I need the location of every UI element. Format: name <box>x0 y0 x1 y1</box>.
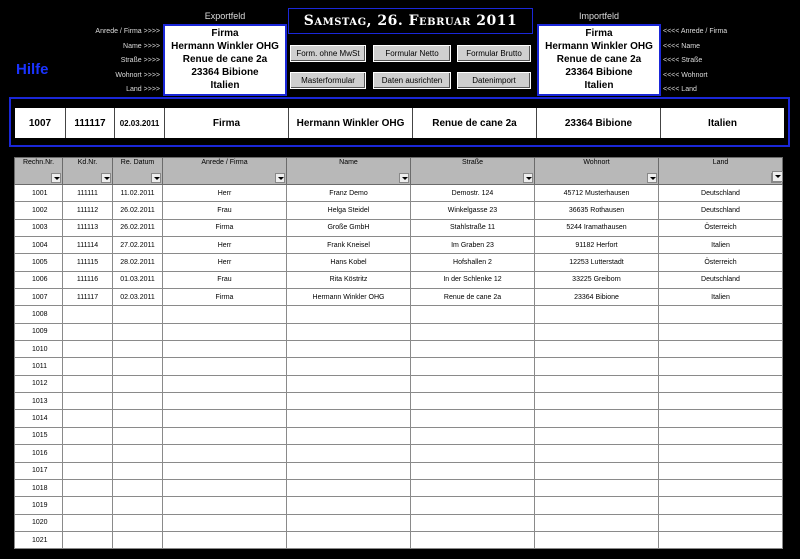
column-header-anrede-firma <box>163 158 287 185</box>
cell-re-datum[interactable]: 27.02.2011 <box>113 237 163 254</box>
cell-rechn-nr[interactable]: 1002 <box>15 202 63 219</box>
cell-rechn-nr[interactable]: 1009 <box>15 323 63 340</box>
import-line-anrede: Firma <box>585 28 613 39</box>
cell-kd-nr[interactable] <box>63 445 113 462</box>
cell-rechn-nr[interactable]: 1013 <box>15 393 63 410</box>
export-line-strasse: Renue de cane 2a <box>182 54 268 65</box>
cell-wohnort[interactable] <box>535 514 659 531</box>
cell-wohnort[interactable] <box>535 445 659 462</box>
import-line-name: Hermann Winkler OHG <box>545 41 653 52</box>
column-header-kd-nr <box>63 158 113 185</box>
cell-anrede-firma[interactable] <box>163 358 287 375</box>
cell-wohnort[interactable] <box>535 531 659 548</box>
table-row[interactable] <box>15 410 783 427</box>
column-header-label: Land <box>712 159 729 166</box>
cell-anrede-firma[interactable] <box>163 462 287 479</box>
table-row[interactable] <box>15 289 783 306</box>
filter-dropdown-icon[interactable] <box>399 173 409 183</box>
cell-re-datum[interactable] <box>113 341 163 358</box>
cell-anrede-firma[interactable]: Herr <box>163 237 287 254</box>
cell-land[interactable] <box>659 445 783 462</box>
label-strasse-left: Straße >>>> <box>120 57 160 64</box>
cell-rechn-nr[interactable]: 1001 <box>15 185 63 202</box>
cell-wohnort[interactable]: 33225 Greiborn <box>535 271 659 288</box>
cell-re-datum[interactable] <box>113 323 163 340</box>
summary-name: Hermann Winkler OHG <box>289 108 413 138</box>
cell-name[interactable]: Hermann Winkler OHG <box>287 289 411 306</box>
cell-strasse[interactable] <box>411 375 535 392</box>
cell-name[interactable] <box>287 323 411 340</box>
cell-strasse[interactable] <box>411 306 535 323</box>
cell-wohnort[interactable]: 45712 Musterhausen <box>535 185 659 202</box>
cell-re-datum[interactable]: 28.02.2011 <box>113 254 163 271</box>
cell-land[interactable]: Österreich <box>659 254 783 271</box>
cell-rechn-nr[interactable]: 1019 <box>15 497 63 514</box>
cell-kd-nr[interactable] <box>63 462 113 479</box>
label-anrede-firma-left: Anrede / Firma >>>> <box>95 28 160 35</box>
cell-wohnort[interactable] <box>535 375 659 392</box>
column-header-name <box>287 158 411 185</box>
cell-strasse[interactable]: Winkelgasse 23 <box>411 202 535 219</box>
cell-rechn-nr[interactable]: 1012 <box>15 375 63 392</box>
cell-rechn-nr[interactable]: 1014 <box>15 410 63 427</box>
cell-rechn-nr[interactable]: 1008 <box>15 306 63 323</box>
cell-name[interactable]: Hans Kobel <box>287 254 411 271</box>
cell-name[interactable] <box>287 427 411 444</box>
cell-strasse[interactable] <box>411 358 535 375</box>
cell-strasse[interactable] <box>411 341 535 358</box>
filter-dropdown-icon[interactable] <box>647 173 657 183</box>
cell-land[interactable] <box>659 531 783 548</box>
cell-name[interactable]: Franz Demo <box>287 185 411 202</box>
cell-anrede-firma[interactable]: Firma <box>163 289 287 306</box>
column-header-re-datum <box>113 158 163 185</box>
export-panel <box>163 24 287 96</box>
cell-name[interactable]: Helga Steidel <box>287 202 411 219</box>
cell-anrede-firma[interactable] <box>163 393 287 410</box>
cell-land[interactable] <box>659 514 783 531</box>
column-header-label: Re. Datum <box>120 159 155 166</box>
cell-strasse[interactable] <box>411 323 535 340</box>
cell-rechn-nr[interactable]: 1005 <box>15 254 63 271</box>
cell-name[interactable]: Frank Kneisel <box>287 237 411 254</box>
table-row[interactable] <box>15 358 783 375</box>
cell-strasse[interactable] <box>411 462 535 479</box>
cell-rechn-nr[interactable]: 1015 <box>15 427 63 444</box>
cell-re-datum[interactable]: 01.03.2011 <box>113 271 163 288</box>
cell-re-datum[interactable] <box>113 497 163 514</box>
selected-record-bar <box>9 97 790 147</box>
cell-land[interactable]: Italien <box>659 237 783 254</box>
cell-land[interactable] <box>659 410 783 427</box>
cell-land[interactable] <box>659 306 783 323</box>
cell-kd-nr[interactable]: 111117 <box>63 289 113 306</box>
table-row[interactable] <box>15 271 783 288</box>
cell-land[interactable] <box>659 393 783 410</box>
formular-netto-button[interactable]: Formular Netto <box>373 45 451 62</box>
import-panel <box>537 24 661 96</box>
label-strasse-right: <<<< Straße <box>663 57 703 64</box>
cell-rechn-nr[interactable]: 1006 <box>15 271 63 288</box>
cell-strasse[interactable] <box>411 479 535 496</box>
cell-name[interactable] <box>287 306 411 323</box>
cell-anrede-firma[interactable] <box>163 323 287 340</box>
cell-rechn-nr[interactable]: 1011 <box>15 358 63 375</box>
cell-anrede-firma[interactable] <box>163 341 287 358</box>
cell-strasse[interactable] <box>411 497 535 514</box>
cell-re-datum[interactable] <box>113 531 163 548</box>
cell-name[interactable] <box>287 410 411 427</box>
cell-rechn-nr[interactable]: 1016 <box>15 445 63 462</box>
cell-name[interactable] <box>287 479 411 496</box>
cell-land[interactable]: Österreich <box>659 219 783 236</box>
cell-re-datum[interactable] <box>113 306 163 323</box>
cell-anrede-firma[interactable] <box>163 445 287 462</box>
table-row[interactable] <box>15 393 783 410</box>
summary-re-datum: 02.03.2011 <box>115 108 165 138</box>
cell-re-datum[interactable] <box>113 514 163 531</box>
column-header-land <box>659 158 783 185</box>
cell-anrede-firma[interactable]: Herr <box>163 185 287 202</box>
cell-wohnort[interactable]: 5244 Iramathausen <box>535 219 659 236</box>
label-land-right: <<<< Land <box>663 86 697 93</box>
summary-kd-nr: 111117 <box>66 108 115 138</box>
cell-anrede-firma[interactable] <box>163 410 287 427</box>
label-wohnort-left: Wohnort >>>> <box>115 72 160 79</box>
column-header-rechn-nr <box>15 158 63 185</box>
column-header-strasse <box>411 158 535 185</box>
label-name-right: <<<< Name <box>663 43 700 50</box>
cell-kd-nr[interactable]: 111113 <box>63 219 113 236</box>
cell-wohnort[interactable] <box>535 427 659 444</box>
label-name-left: Name >>>> <box>123 43 160 50</box>
cell-wohnort[interactable] <box>535 497 659 514</box>
cell-wohnort[interactable]: 36635 Rothausen <box>535 202 659 219</box>
cell-land[interactable] <box>659 427 783 444</box>
cell-re-datum[interactable] <box>113 427 163 444</box>
cell-name[interactable] <box>287 445 411 462</box>
column-header-label: Name <box>339 159 358 166</box>
cell-kd-nr[interactable]: 111112 <box>63 202 113 219</box>
cell-strasse[interactable] <box>411 445 535 462</box>
cell-wohnort[interactable] <box>535 306 659 323</box>
column-header-label: Rechn.Nr. <box>22 159 55 166</box>
summary-anrede-firma: Firma <box>165 108 289 138</box>
table-row[interactable] <box>15 375 783 392</box>
cell-strasse[interactable]: Hofshallen 2 <box>411 254 535 271</box>
cell-rechn-nr[interactable]: 1010 <box>15 341 63 358</box>
cell-land[interactable]: Deutschland <box>659 202 783 219</box>
cell-name[interactable] <box>287 341 411 358</box>
cell-wohnort[interactable] <box>535 323 659 340</box>
cell-rechn-nr[interactable]: 1018 <box>15 479 63 496</box>
cell-strasse[interactable] <box>411 427 535 444</box>
table-row[interactable] <box>15 323 783 340</box>
export-line-name: Hermann Winkler OHG <box>171 41 279 52</box>
cell-re-datum[interactable]: 11.02.2011 <box>113 185 163 202</box>
cell-strasse[interactable]: Demostr. 124 <box>411 185 535 202</box>
label-anrede-firma-right: <<<< Anrede / Firma <box>663 28 728 35</box>
cell-re-datum[interactable] <box>113 358 163 375</box>
table-row[interactable] <box>15 219 783 236</box>
datenimport-button[interactable]: Datenimport <box>457 72 531 89</box>
table-row[interactable] <box>15 497 783 514</box>
cell-name[interactable] <box>287 375 411 392</box>
cell-kd-nr[interactable]: 111115 <box>63 254 113 271</box>
table-row[interactable] <box>15 202 783 219</box>
table-row[interactable] <box>15 514 783 531</box>
table-row[interactable] <box>15 531 783 548</box>
import-title: Importfeld <box>578 11 620 21</box>
cell-anrede-firma[interactable]: Herr <box>163 254 287 271</box>
cell-kd-nr[interactable] <box>63 514 113 531</box>
cell-anrede-firma[interactable] <box>163 427 287 444</box>
cell-kd-nr[interactable] <box>63 306 113 323</box>
summary-strasse: Renue de cane 2a <box>413 108 537 138</box>
cell-anrede-firma[interactable]: Frau <box>163 271 287 288</box>
table-row[interactable] <box>15 445 783 462</box>
cell-anrede-firma[interactable] <box>163 514 287 531</box>
cell-anrede-firma[interactable] <box>163 375 287 392</box>
cell-land[interactable] <box>659 462 783 479</box>
cell-re-datum[interactable] <box>113 462 163 479</box>
cell-kd-nr[interactable] <box>63 393 113 410</box>
cell-strasse[interactable] <box>411 410 535 427</box>
cell-re-datum[interactable]: 02.03.2011 <box>113 289 163 306</box>
cell-name[interactable]: Rita Köstritz <box>287 271 411 288</box>
cell-land[interactable]: Deutschland <box>659 185 783 202</box>
filter-dropdown-icon[interactable] <box>523 173 533 183</box>
cell-name[interactable] <box>287 393 411 410</box>
cell-wohnort[interactable]: 23364 Bibione <box>535 289 659 306</box>
cell-strasse[interactable]: Renue de cane 2a <box>411 289 535 306</box>
table-row[interactable] <box>15 237 783 254</box>
cell-kd-nr[interactable] <box>63 375 113 392</box>
table-row[interactable] <box>15 427 783 444</box>
extra-filter-dropdown[interactable] <box>772 171 783 182</box>
summary-wohnort: 23364 Bibione <box>537 108 661 138</box>
cell-strasse[interactable] <box>411 514 535 531</box>
label-land-left: Land >>>> <box>126 86 160 93</box>
cell-kd-nr[interactable] <box>63 497 113 514</box>
summary-rechn-nr: 1007 <box>15 108 66 138</box>
cell-rechn-nr[interactable]: 1004 <box>15 237 63 254</box>
label-wohnort-right: <<<< Wohnort <box>663 72 708 79</box>
cell-kd-nr[interactable]: 111111 <box>63 185 113 202</box>
cell-re-datum[interactable] <box>113 375 163 392</box>
filter-dropdown-icon[interactable] <box>51 173 61 183</box>
export-line-anrede: Firma <box>211 28 239 39</box>
cell-name[interactable] <box>287 497 411 514</box>
table-row[interactable] <box>15 479 783 496</box>
cell-wohnort[interactable] <box>535 341 659 358</box>
cell-re-datum[interactable] <box>113 410 163 427</box>
table-row[interactable] <box>15 341 783 358</box>
formular-brutto-button[interactable]: Formular Brutto <box>457 45 531 62</box>
cell-name[interactable] <box>287 462 411 479</box>
cell-wohnort[interactable]: 91182 Herfort <box>535 237 659 254</box>
cell-wohnort[interactable] <box>535 393 659 410</box>
export-title: Exportfeld <box>204 11 246 21</box>
cell-land[interactable] <box>659 341 783 358</box>
cell-anrede-firma[interactable] <box>163 531 287 548</box>
cell-kd-nr[interactable] <box>63 479 113 496</box>
cell-land[interactable]: Deutschland <box>659 271 783 288</box>
cell-anrede-firma[interactable]: Firma <box>163 219 287 236</box>
cell-re-datum[interactable]: 26.02.2011 <box>113 219 163 236</box>
cell-land[interactable]: Italien <box>659 289 783 306</box>
cell-land[interactable] <box>659 323 783 340</box>
filter-dropdown-icon[interactable] <box>275 173 285 183</box>
cell-wohnort[interactable] <box>535 479 659 496</box>
cell-anrede-firma[interactable]: Frau <box>163 202 287 219</box>
cell-land[interactable] <box>659 375 783 392</box>
export-line-wohnort: 23364 Bibione <box>191 67 259 78</box>
summary-land: Italien <box>708 117 737 129</box>
import-line-strasse: Renue de cane 2a <box>556 54 642 65</box>
cell-rechn-nr[interactable]: 1020 <box>15 514 63 531</box>
column-header-label: Wohnort <box>583 159 610 166</box>
cell-kd-nr[interactable]: 111116 <box>63 271 113 288</box>
cell-land[interactable] <box>659 358 783 375</box>
cell-strasse[interactable] <box>411 531 535 548</box>
cell-re-datum[interactable] <box>113 393 163 410</box>
column-header-label: Kd.Nr. <box>77 159 98 166</box>
column-header-label: Straße <box>461 159 483 166</box>
cell-anrede-firma[interactable] <box>163 479 287 496</box>
cell-kd-nr[interactable] <box>63 531 113 548</box>
cell-name[interactable] <box>287 514 411 531</box>
cell-kd-nr[interactable] <box>63 410 113 427</box>
filter-dropdown-icon[interactable] <box>151 173 161 183</box>
cell-rechn-nr[interactable]: 1003 <box>15 219 63 236</box>
cell-strasse[interactable] <box>411 393 535 410</box>
daten-ausrichten-button[interactable]: Daten ausrichten <box>373 72 451 89</box>
date-display: Samstag, 26. Februar 2011 <box>288 8 533 34</box>
cell-wohnort[interactable] <box>535 410 659 427</box>
cell-rechn-nr[interactable]: 1017 <box>15 462 63 479</box>
cell-anrede-firma[interactable] <box>163 497 287 514</box>
cell-anrede-firma[interactable] <box>163 306 287 323</box>
cell-rechn-nr[interactable]: 1021 <box>15 531 63 548</box>
cell-land[interactable] <box>659 497 783 514</box>
cell-name[interactable] <box>287 358 411 375</box>
cell-re-datum[interactable] <box>113 445 163 462</box>
invoice-table <box>14 157 783 549</box>
cell-wohnort[interactable] <box>535 462 659 479</box>
column-header-label: Anrede / Firma <box>201 159 248 166</box>
button-group <box>288 38 533 96</box>
masterformular-button[interactable]: Masterformular <box>290 72 366 89</box>
cell-kd-nr[interactable] <box>63 341 113 358</box>
export-line-land: Italien <box>210 80 240 91</box>
form-ohne-mwst-button[interactable]: Form. ohne MwSt <box>290 45 366 62</box>
column-header-wohnort <box>535 158 659 185</box>
cell-rechn-nr[interactable]: 1007 <box>15 289 63 306</box>
hilfe-link[interactable]: Hilfe <box>16 61 49 78</box>
cell-wohnort[interactable] <box>535 358 659 375</box>
cell-strasse[interactable]: Im Graben 23 <box>411 237 535 254</box>
cell-kd-nr[interactable]: 111114 <box>63 237 113 254</box>
table-row[interactable] <box>15 462 783 479</box>
cell-kd-nr[interactable] <box>63 323 113 340</box>
cell-strasse[interactable]: In der Schlenke 12 <box>411 271 535 288</box>
cell-kd-nr[interactable] <box>63 427 113 444</box>
cell-strasse[interactable]: Stahlstraße 11 <box>411 219 535 236</box>
import-line-land: Italien <box>584 80 614 91</box>
table-row[interactable] <box>15 254 783 271</box>
cell-kd-nr[interactable] <box>63 358 113 375</box>
table-row[interactable] <box>15 185 783 202</box>
cell-re-datum[interactable] <box>113 479 163 496</box>
cell-land[interactable] <box>659 479 783 496</box>
cell-name[interactable] <box>287 531 411 548</box>
table-row[interactable] <box>15 306 783 323</box>
filter-dropdown-icon[interactable] <box>101 173 111 183</box>
import-line-wohnort: 23364 Bibione <box>565 67 633 78</box>
cell-name[interactable]: Große GmbH <box>287 219 411 236</box>
cell-wohnort[interactable]: 12253 Lutterstadt <box>535 254 659 271</box>
cell-re-datum[interactable]: 26.02.2011 <box>113 202 163 219</box>
